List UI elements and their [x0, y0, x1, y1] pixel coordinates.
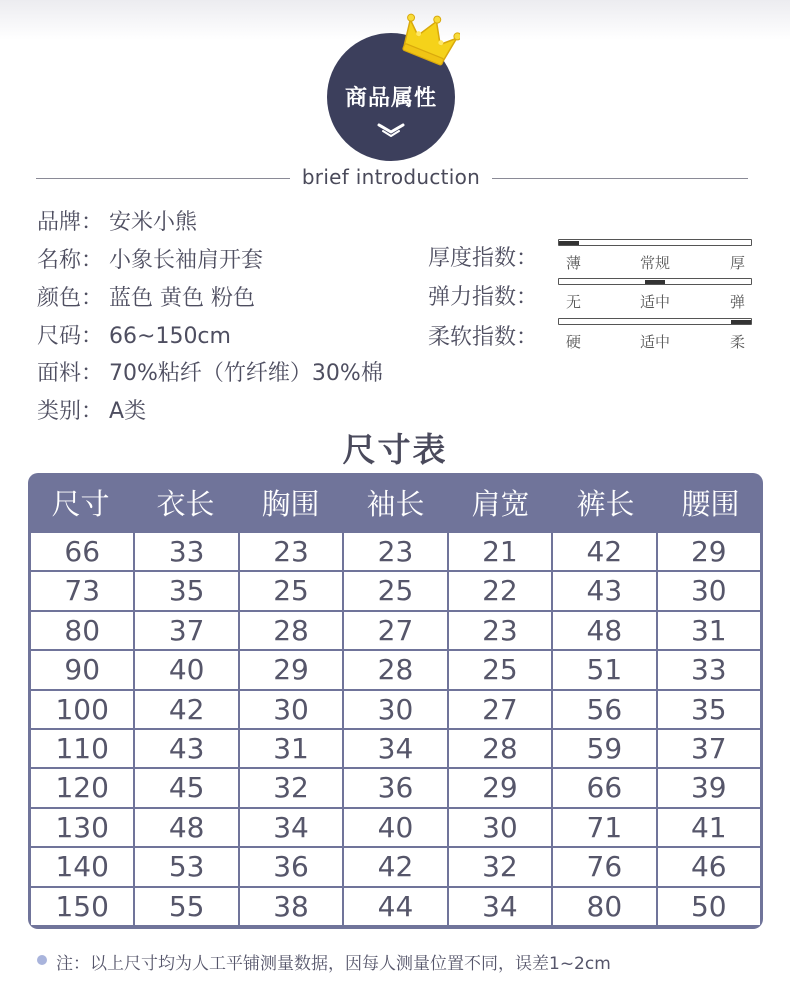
table-cell: 30	[658, 572, 760, 609]
attr-category	[37, 394, 146, 425]
table-cell: 29	[658, 533, 760, 570]
table-cell: 25	[344, 572, 446, 609]
scale-marker	[731, 320, 751, 324]
table-cell: 28	[449, 730, 551, 767]
scale-bar	[558, 318, 752, 325]
table-cell: 34	[449, 888, 551, 925]
size-table-title: 尺寸表	[342, 430, 448, 469]
table-cell: 31	[658, 612, 760, 649]
table-cell: 34	[240, 809, 342, 846]
attr-name	[37, 243, 263, 274]
table-cell: 53	[135, 848, 237, 885]
table-cell: 35	[658, 691, 760, 728]
table-cell: 28	[344, 651, 446, 688]
table-cell: 30	[344, 691, 446, 728]
table-cell: 30	[449, 809, 551, 846]
table-header-cell: 袖长	[366, 487, 425, 521]
thickness-index-label: 厚度指数：	[428, 246, 539, 271]
attr-label: 尺码：	[37, 324, 104, 349]
attr-label: 颜色：	[37, 286, 104, 311]
table-cell: 25	[240, 572, 342, 609]
section-subtitle: brief introduction	[301, 165, 481, 189]
attr-brand	[37, 205, 197, 236]
table-cell: 130	[31, 809, 133, 846]
table-cell: 42	[553, 533, 655, 570]
attr-label: 类别：	[37, 399, 104, 424]
table-cell: 25	[449, 651, 551, 688]
thickness-scale	[558, 239, 752, 279]
table-header-cell: 衣长	[156, 487, 215, 521]
elasticity-scale	[558, 278, 752, 318]
table-header-row	[28, 473, 763, 533]
attr-value: A类	[109, 399, 147, 424]
table-header-cell: 胸围	[261, 487, 320, 521]
table-cell: 42	[344, 848, 446, 885]
table-cell: 27	[344, 612, 446, 649]
table-cell: 33	[135, 533, 237, 570]
table-cell: 36	[240, 848, 342, 885]
table-cell: 23	[344, 533, 446, 570]
table-cell: 42	[135, 691, 237, 728]
table-cell: 33	[658, 651, 760, 688]
attr-value: 安米小熊	[109, 210, 198, 235]
table-cell: 110	[31, 730, 133, 767]
table-cell: 29	[449, 769, 551, 806]
scale-mid: 适中	[640, 293, 671, 311]
table-cell: 55	[135, 888, 237, 925]
table-cell: 59	[553, 730, 655, 767]
elasticity-index-label: 弹力指数：	[428, 285, 539, 310]
table-cell: 30	[240, 691, 342, 728]
table-cell: 40	[344, 809, 446, 846]
attr-label: 面料：	[37, 361, 104, 386]
table-cell: 29	[240, 651, 342, 688]
scale-bar	[558, 239, 752, 246]
table-cell: 43	[135, 730, 237, 767]
attr-fabric	[37, 356, 383, 387]
attr-value: 蓝色 黄色 粉色	[109, 286, 256, 311]
table-cell: 37	[135, 612, 237, 649]
scale-high: 厚	[730, 254, 746, 272]
scale-low: 无	[566, 293, 582, 311]
badge-title: 商品属性	[344, 86, 437, 111]
table-cell: 140	[31, 848, 133, 885]
table-cell: 27	[449, 691, 551, 728]
attr-label: 名称：	[37, 248, 104, 273]
table-cell: 44	[344, 888, 446, 925]
note-bullet	[37, 955, 47, 965]
table-cell: 80	[31, 612, 133, 649]
table-cell: 100	[31, 691, 133, 728]
table-cell: 48	[553, 612, 655, 649]
table-cell: 40	[135, 651, 237, 688]
table-cell: 51	[553, 651, 655, 688]
table-cell: 56	[553, 691, 655, 728]
table-cell: 35	[135, 572, 237, 609]
table-cell: 71	[553, 809, 655, 846]
scale-high: 弹	[730, 293, 746, 311]
table-cell: 28	[240, 612, 342, 649]
table-body	[31, 533, 760, 925]
table-cell: 46	[658, 848, 760, 885]
table-cell: 31	[240, 730, 342, 767]
table-cell: 90	[31, 651, 133, 688]
attr-size	[37, 319, 231, 350]
scale-mid: 适中	[640, 333, 671, 351]
attr-color	[37, 281, 255, 312]
table-cell: 32	[240, 769, 342, 806]
scale-low: 硬	[566, 333, 582, 351]
scale-mid: 常规	[640, 254, 671, 272]
table-header-cell: 裤长	[576, 487, 635, 521]
attr-value: 小象长袖肩开套	[109, 248, 264, 273]
table-cell: 45	[135, 769, 237, 806]
table-cell: 120	[31, 769, 133, 806]
table-cell: 34	[344, 730, 446, 767]
table-header-cell: 肩宽	[471, 487, 530, 521]
table-cell: 23	[240, 533, 342, 570]
attr-value: 66~150cm	[109, 324, 231, 349]
attr-label: 品牌：	[37, 210, 104, 235]
scale-low: 薄	[566, 254, 582, 272]
table-cell: 37	[658, 730, 760, 767]
softness-index-label: 柔软指数：	[428, 325, 539, 350]
table-cell: 76	[553, 848, 655, 885]
table-header-cell: 尺寸	[51, 487, 110, 521]
table-cell: 73	[31, 572, 133, 609]
attr-value: 70%粘纤（竹纤维）30%棉	[109, 361, 383, 386]
table-cell: 32	[449, 848, 551, 885]
table-cell: 66	[31, 533, 133, 570]
table-cell: 39	[658, 769, 760, 806]
table-cell: 80	[553, 888, 655, 925]
table-cell: 48	[135, 809, 237, 846]
chevron-down-icon	[377, 123, 405, 137]
table-cell: 150	[31, 888, 133, 925]
crown-icon	[398, 8, 460, 68]
table-cell: 38	[240, 888, 342, 925]
table-cell: 36	[344, 769, 446, 806]
scale-bar	[558, 278, 752, 285]
softness-scale	[558, 318, 752, 358]
table-cell: 66	[553, 769, 655, 806]
table-cell: 43	[553, 572, 655, 609]
table-header-cell: 腰围	[681, 487, 740, 521]
table-cell: 22	[449, 572, 551, 609]
measurement-note: 注：以上尺寸均为人工平铺测量数据，因每人测量位置不同，误差1~2cm	[56, 954, 611, 974]
size-table	[28, 473, 763, 929]
table-cell: 50	[658, 888, 760, 925]
scale-marker	[645, 280, 665, 284]
divider-right	[492, 178, 748, 179]
table-cell: 21	[449, 533, 551, 570]
table-cell: 23	[449, 612, 551, 649]
scale-high: 柔	[730, 333, 746, 351]
scale-marker	[559, 241, 579, 245]
table-cell: 41	[658, 809, 760, 846]
divider-left	[36, 178, 290, 179]
